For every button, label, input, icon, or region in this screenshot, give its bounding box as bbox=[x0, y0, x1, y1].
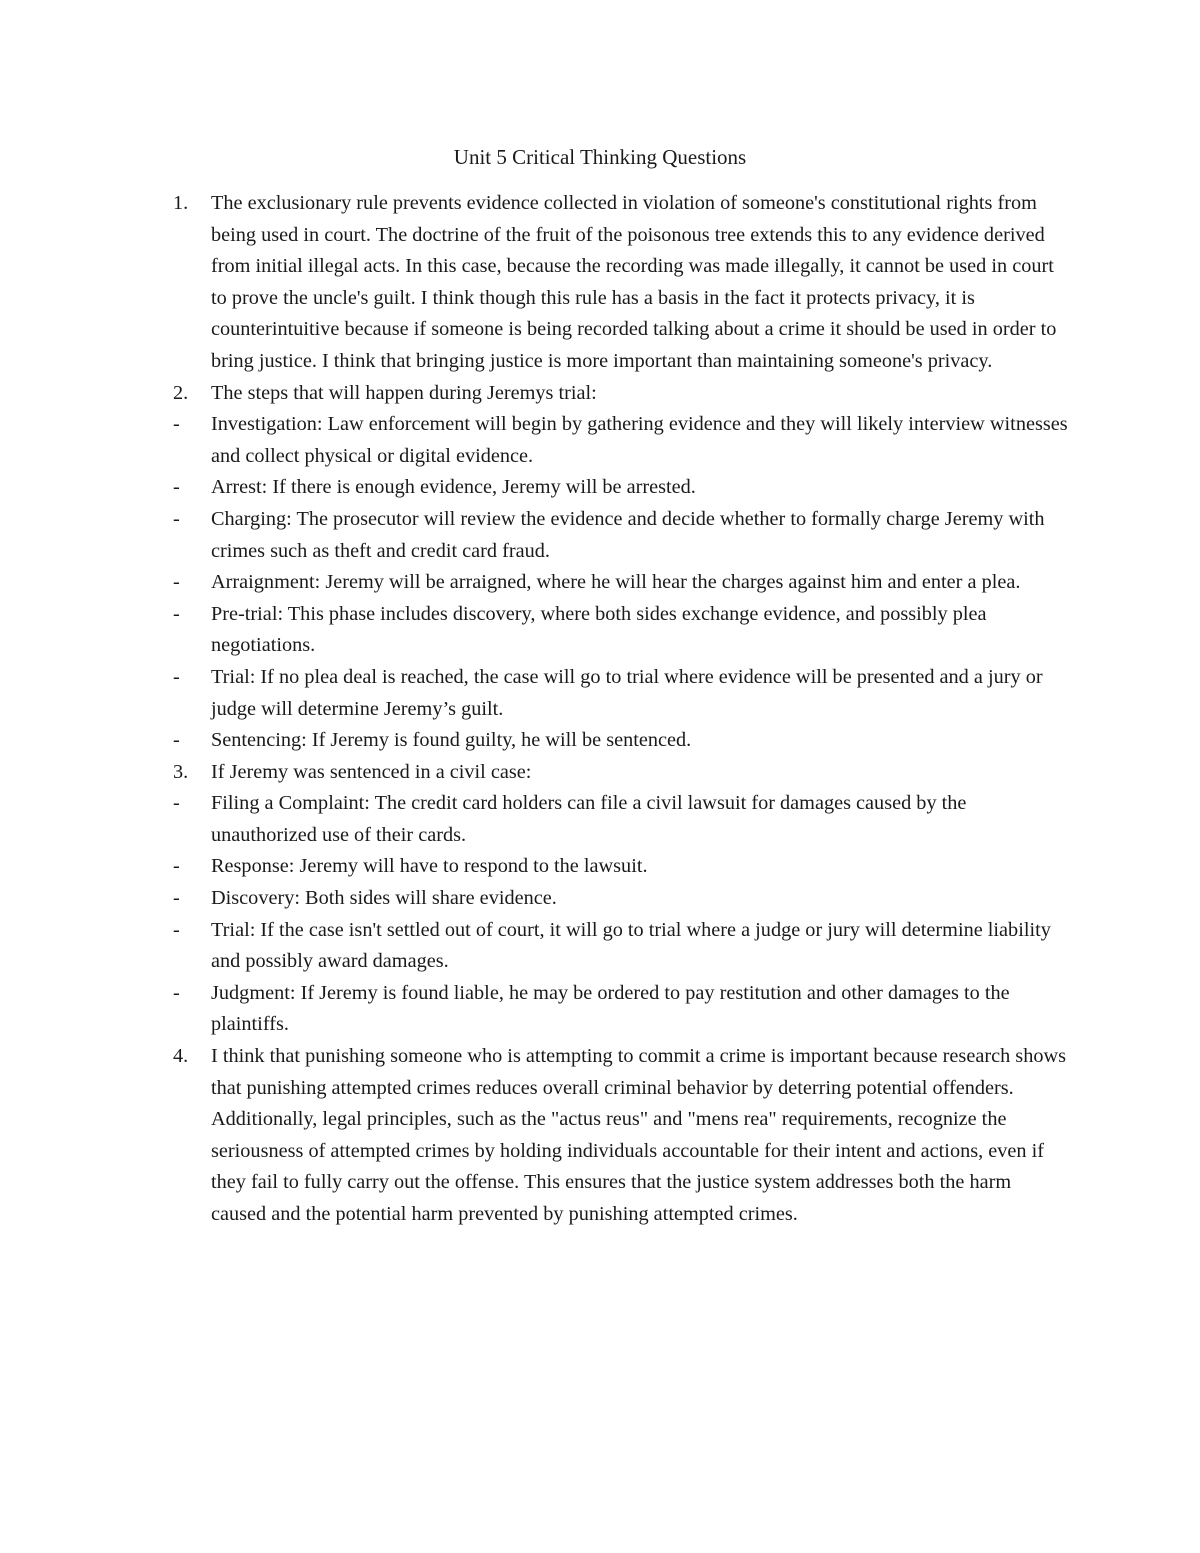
list-item bbox=[173, 504, 1068, 567]
list-item-text: The exclusionary rule prevents evidence collected in violation of someone's constitutional rights from being used in court. The doctrine of the fruit of the poisonous tree extends this to any evidence derived from initial illegal acts. In this case, because the recording was made illegally, it cannot be used in court to prove the uncle's guilt. I think though this rule has a basis in the fact it protects privacy, it is counterintuitive because if someone is being recorded talking about a crime it should be used in order to bring justice. I think that bringing justice is more important than maintaining someone's privacy. bbox=[211, 192, 1057, 372]
list-marker: - bbox=[173, 602, 180, 625]
list-marker: - bbox=[173, 887, 180, 910]
list-marker: - bbox=[173, 855, 180, 878]
list-marker: 3. bbox=[173, 760, 189, 783]
list-marker: - bbox=[173, 476, 180, 499]
list-item-text: Sentencing: If Jeremy is found guilty, he will be sentenced. bbox=[211, 729, 692, 752]
list-item-text: Discovery: Both sides will share evidence. bbox=[211, 887, 557, 910]
list-marker: - bbox=[173, 918, 180, 941]
question-list bbox=[173, 188, 1068, 1231]
list-item bbox=[173, 472, 1068, 504]
list-item bbox=[173, 662, 1068, 725]
list-item bbox=[173, 409, 1068, 472]
list-item bbox=[173, 725, 1068, 757]
list-item-text: Judgment: If Jeremy is found liable, he may be ordered to pay restitution and other damages to the plaintiffs. bbox=[211, 981, 1010, 1036]
list-marker: 2. bbox=[173, 381, 189, 404]
list-marker: - bbox=[173, 729, 180, 752]
list-marker: 4. bbox=[173, 1045, 189, 1068]
list-item bbox=[173, 567, 1068, 599]
list-marker: - bbox=[173, 571, 180, 594]
list-item-text: Arraignment: Jeremy will be arraigned, where he will hear the charges against him and enter a plea. bbox=[211, 571, 1021, 594]
list-item bbox=[173, 851, 1068, 883]
list-item bbox=[173, 599, 1068, 662]
list-item-text: Response: Jeremy will have to respond to the lawsuit. bbox=[211, 855, 648, 878]
list-marker: - bbox=[173, 981, 180, 1004]
list-item-text: The steps that will happen during Jeremys trial: bbox=[211, 381, 597, 404]
list-item bbox=[173, 915, 1068, 978]
list-item-text: I think that punishing someone who is attempting to commit a crime is important because research shows that punishing attempted crimes reduces overall criminal behavior by deterring potential offenders. Additionally, legal principles, such as the "actus reus" and "mens rea" requirements, recognize the seriousness of attempted crimes by holding individuals accountable for their intent and actions, even if they fail to fully carry out the offense. This ensures that the justice system addresses both the harm caused and the potential harm prevented by punishing attempted crimes. bbox=[211, 1045, 1067, 1225]
list-item bbox=[173, 757, 1068, 789]
list-item bbox=[173, 188, 1068, 378]
document-title: Unit 5 Critical Thinking Questions bbox=[453, 145, 747, 169]
list-item-text: Filing a Complaint: The credit card holders can file a civil lawsuit for damages caused by the unauthorized use of their cards. bbox=[211, 792, 967, 846]
list-item-text: Trial: If the case isn't settled out of court, it will go to trial where a judge or jury will determine liability and possibly award damages. bbox=[211, 918, 1051, 973]
list-marker: - bbox=[173, 413, 180, 436]
list-item bbox=[173, 788, 1068, 851]
list-marker: - bbox=[173, 665, 180, 688]
list-item-text: Investigation: Law enforcement will begin by gathering evidence and they will likely interview witnesses and collect physical or digital evidence. bbox=[211, 413, 1068, 467]
list-item-text: If Jeremy was sentenced in a civil case: bbox=[211, 760, 532, 783]
list-item bbox=[173, 978, 1068, 1041]
list-marker: - bbox=[173, 792, 180, 815]
list-item bbox=[173, 883, 1068, 915]
list-item bbox=[173, 378, 1068, 410]
list-marker: 1. bbox=[173, 192, 189, 214]
list-item-text: Trial: If no plea deal is reached, the case will go to trial where evidence will be presented and a jury or judge will determine Jeremy’s guilt. bbox=[211, 665, 1043, 720]
list-item bbox=[173, 1041, 1068, 1231]
list-item-text: Charging: The prosecutor will review the evidence and decide whether to formally charge Jeremy with crimes such as theft and credit card fraud. bbox=[211, 507, 1045, 562]
list-marker: - bbox=[173, 507, 180, 530]
list-item-text: Pre-trial: This phase includes discovery, where both sides exchange evidence, and possibly plea negotiations. bbox=[211, 602, 987, 657]
list-item-text: Arrest: If there is enough evidence, Jeremy will be arrested. bbox=[211, 476, 696, 499]
